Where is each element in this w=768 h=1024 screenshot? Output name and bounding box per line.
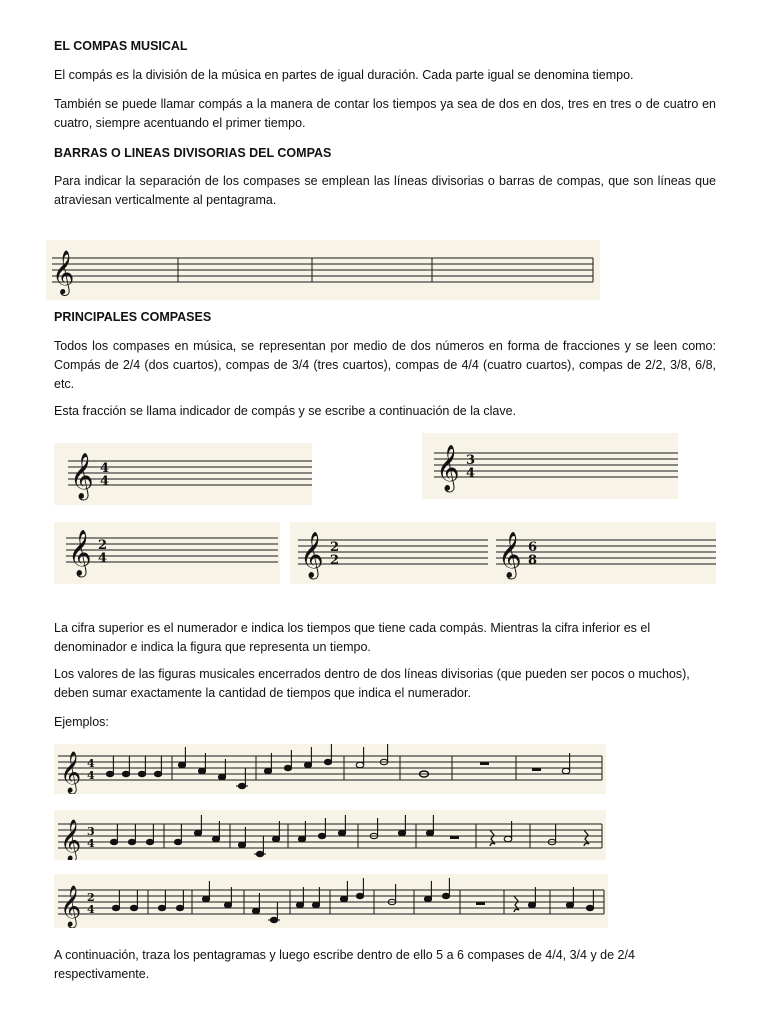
treble-clef-icon: 𝄞 xyxy=(60,752,82,793)
page-title: EL COMPAS MUSICAL xyxy=(54,39,188,53)
time-signature-numerator: 3 xyxy=(87,825,95,838)
paragraph-definition: El compás es la división de la música en partes de igual duración. Cada parte igual se denomina tiempo. xyxy=(54,68,634,82)
time-signature-numerator: 3 xyxy=(466,453,476,468)
time-signature-denominator: 4 xyxy=(87,903,95,916)
paragraph-cifras: La cifra superior es el numerador e indica los tiempos que tiene cada compás. Mientras la cifra inferior es el denominador e indica la figura que representa un tiempo. xyxy=(54,621,651,654)
paragraph-counting: También se puede llamar compás a la manera de contar los tiempos ya sea de dos en dos, tres en tres o de cuatro en cuatro, siempre acentuando el primer tiempo. xyxy=(54,97,716,130)
example-staff-4-4 xyxy=(54,744,606,794)
time-signature-denominator: 4 xyxy=(100,474,110,489)
paragraph-indicador: Esta fracción se llama indicador de compás y se escribe a continuación de la clave. xyxy=(54,404,517,418)
notes-measure-3 xyxy=(264,744,331,774)
treble-clef-icon: 𝄞 xyxy=(436,445,460,491)
paragraph-principales: Todos los compases en música, se representan por medio de dos números en forma de fracciones y se leen como: Compás de 2/4 (dos cuartos), compas de 3/4 (tres cuartos), compas de 4/4 (cuatro cuartos), compas de 2/2, 3/8, 6/8, etc. xyxy=(54,339,716,391)
paragraph-ejemplos: Ejemplos: xyxy=(54,715,109,729)
time-signature-numerator: 2 xyxy=(330,540,340,555)
paragraph-instrucciones: A continuación, traza los pentagramas y luego escribe dentro de ello 5 a 6 compases de 4/4, 3/4 y de 2/4 respectivamente. xyxy=(54,948,635,981)
staff-time-2-4 xyxy=(54,522,280,584)
treble-clef-icon: 𝄞 xyxy=(68,530,92,576)
time-signature-numerator: 2 xyxy=(87,891,95,904)
notes-row-3 xyxy=(112,878,593,923)
treble-clef-icon: 𝄞 xyxy=(70,453,94,499)
paragraph-barras: Para indicar la separación de los compases se emplean las líneas divisorias o barras de compas, que son líneas que atraviesan verticalmente al pentagrama. xyxy=(54,174,716,207)
example-staff-2-4 xyxy=(54,874,608,928)
time-signature-numerator: 4 xyxy=(100,461,110,476)
heading-principales: PRINCIPALES COMPASES xyxy=(54,310,212,324)
time-signature-numerator: 4 xyxy=(87,757,95,770)
staff-barlines-figure xyxy=(46,240,600,300)
time-signature-denominator: 8 xyxy=(528,553,538,568)
time-signature-numerator: 6 xyxy=(528,540,538,555)
staff-time-6-8 xyxy=(490,522,716,584)
time-signature-denominator: 4 xyxy=(98,551,108,566)
time-signature-numerator: 2 xyxy=(98,538,108,553)
staff-time-4-4 xyxy=(54,443,312,505)
treble-clef-icon: 𝄞 xyxy=(60,886,82,927)
treble-clef-icon: 𝄞 xyxy=(300,532,324,578)
treble-clef-icon: 𝄞 xyxy=(498,532,522,578)
time-signature-denominator: 4 xyxy=(87,837,95,850)
paragraph-valores: Los valores de las figuras musicales encerrados dentro de dos líneas divisorias (que pueden ser pocos o muchos), deben sumar exactamente la cantidad de tiempos que indica el numerador. xyxy=(54,667,690,700)
time-signature-denominator: 4 xyxy=(87,769,95,782)
treble-clef-icon: 𝄞 xyxy=(52,250,75,294)
staff-time-3-4 xyxy=(422,433,678,499)
heading-barras: BARRAS O LINEAS DIVISORIAS DEL COMPAS xyxy=(54,146,332,160)
time-signature-denominator: 4 xyxy=(466,466,476,481)
treble-clef-icon: 𝄞 xyxy=(60,820,82,860)
staff-time-2-2 xyxy=(290,522,490,584)
example-staff-3-4 xyxy=(54,810,606,860)
rests-measure-6 xyxy=(480,762,489,765)
time-signature-denominator: 2 xyxy=(330,553,340,568)
